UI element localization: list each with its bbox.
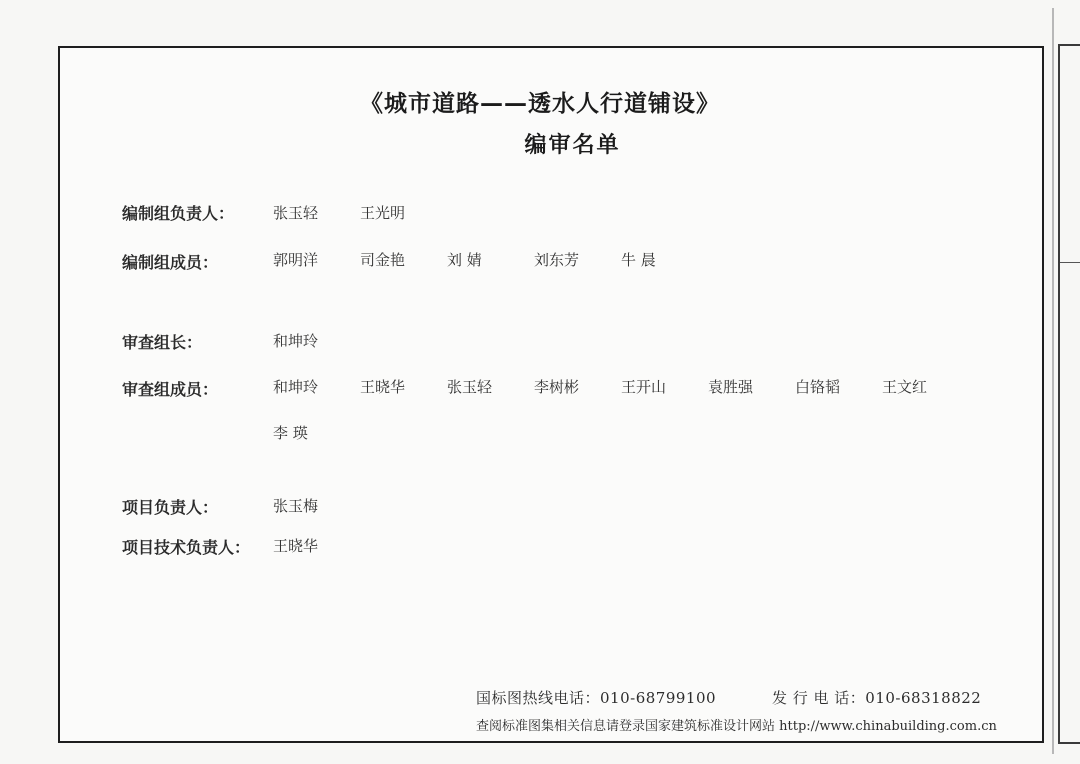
adjacent-page-rule [1060,262,1080,263]
document-title: 《城市道路——透水人行道铺设》 [360,91,720,117]
role-label-technical-lead: 项目技术负责人： [122,538,251,557]
role-label-compile-lead: 编制组负责人： [122,204,235,223]
role-label-compile-members: 编制组成员： [122,253,219,272]
website-note: 查阅标准图集相关信息请登录国家建筑标准设计网站 http://www.chinabuilding.com.cn [476,719,997,734]
member-name: 和坤玲 [273,332,319,350]
member-name: 白铬韬 [795,378,841,396]
member-name: 李树彬 [534,378,580,396]
role-label-review-lead: 审查组长： [122,333,203,352]
member-name: 王开山 [621,378,667,396]
member-name: 和坤玲 [273,378,319,396]
hotline-phone: 国标图热线电话：010-68799100 [476,689,717,707]
role-label-review-members: 审查组成员： [122,380,219,399]
member-name: 王文红 [882,378,928,396]
member-name: 郭明洋 [273,251,319,269]
member-name: 李 瑛 [273,424,308,442]
role-label-project-lead: 项目负责人： [122,498,219,517]
member-name: 王晓华 [360,378,406,396]
member-name: 牛 晨 [621,251,656,269]
member-name: 王光明 [360,204,406,222]
member-name: 袁胜强 [708,378,754,396]
member-name: 张玉轻 [447,378,493,396]
issue-phone: 发 行 电 话：010-68318822 [772,689,982,707]
member-name: 刘东芳 [534,251,580,269]
member-name: 刘 婧 [447,251,482,269]
adjacent-page-edge [1052,8,1054,754]
member-name: 张玉轻 [273,204,319,222]
member-name: 王晓华 [273,537,319,555]
member-name: 司金艳 [360,251,406,269]
member-name: 张玉梅 [273,497,319,515]
document-subtitle: 编审名单 [524,133,621,158]
